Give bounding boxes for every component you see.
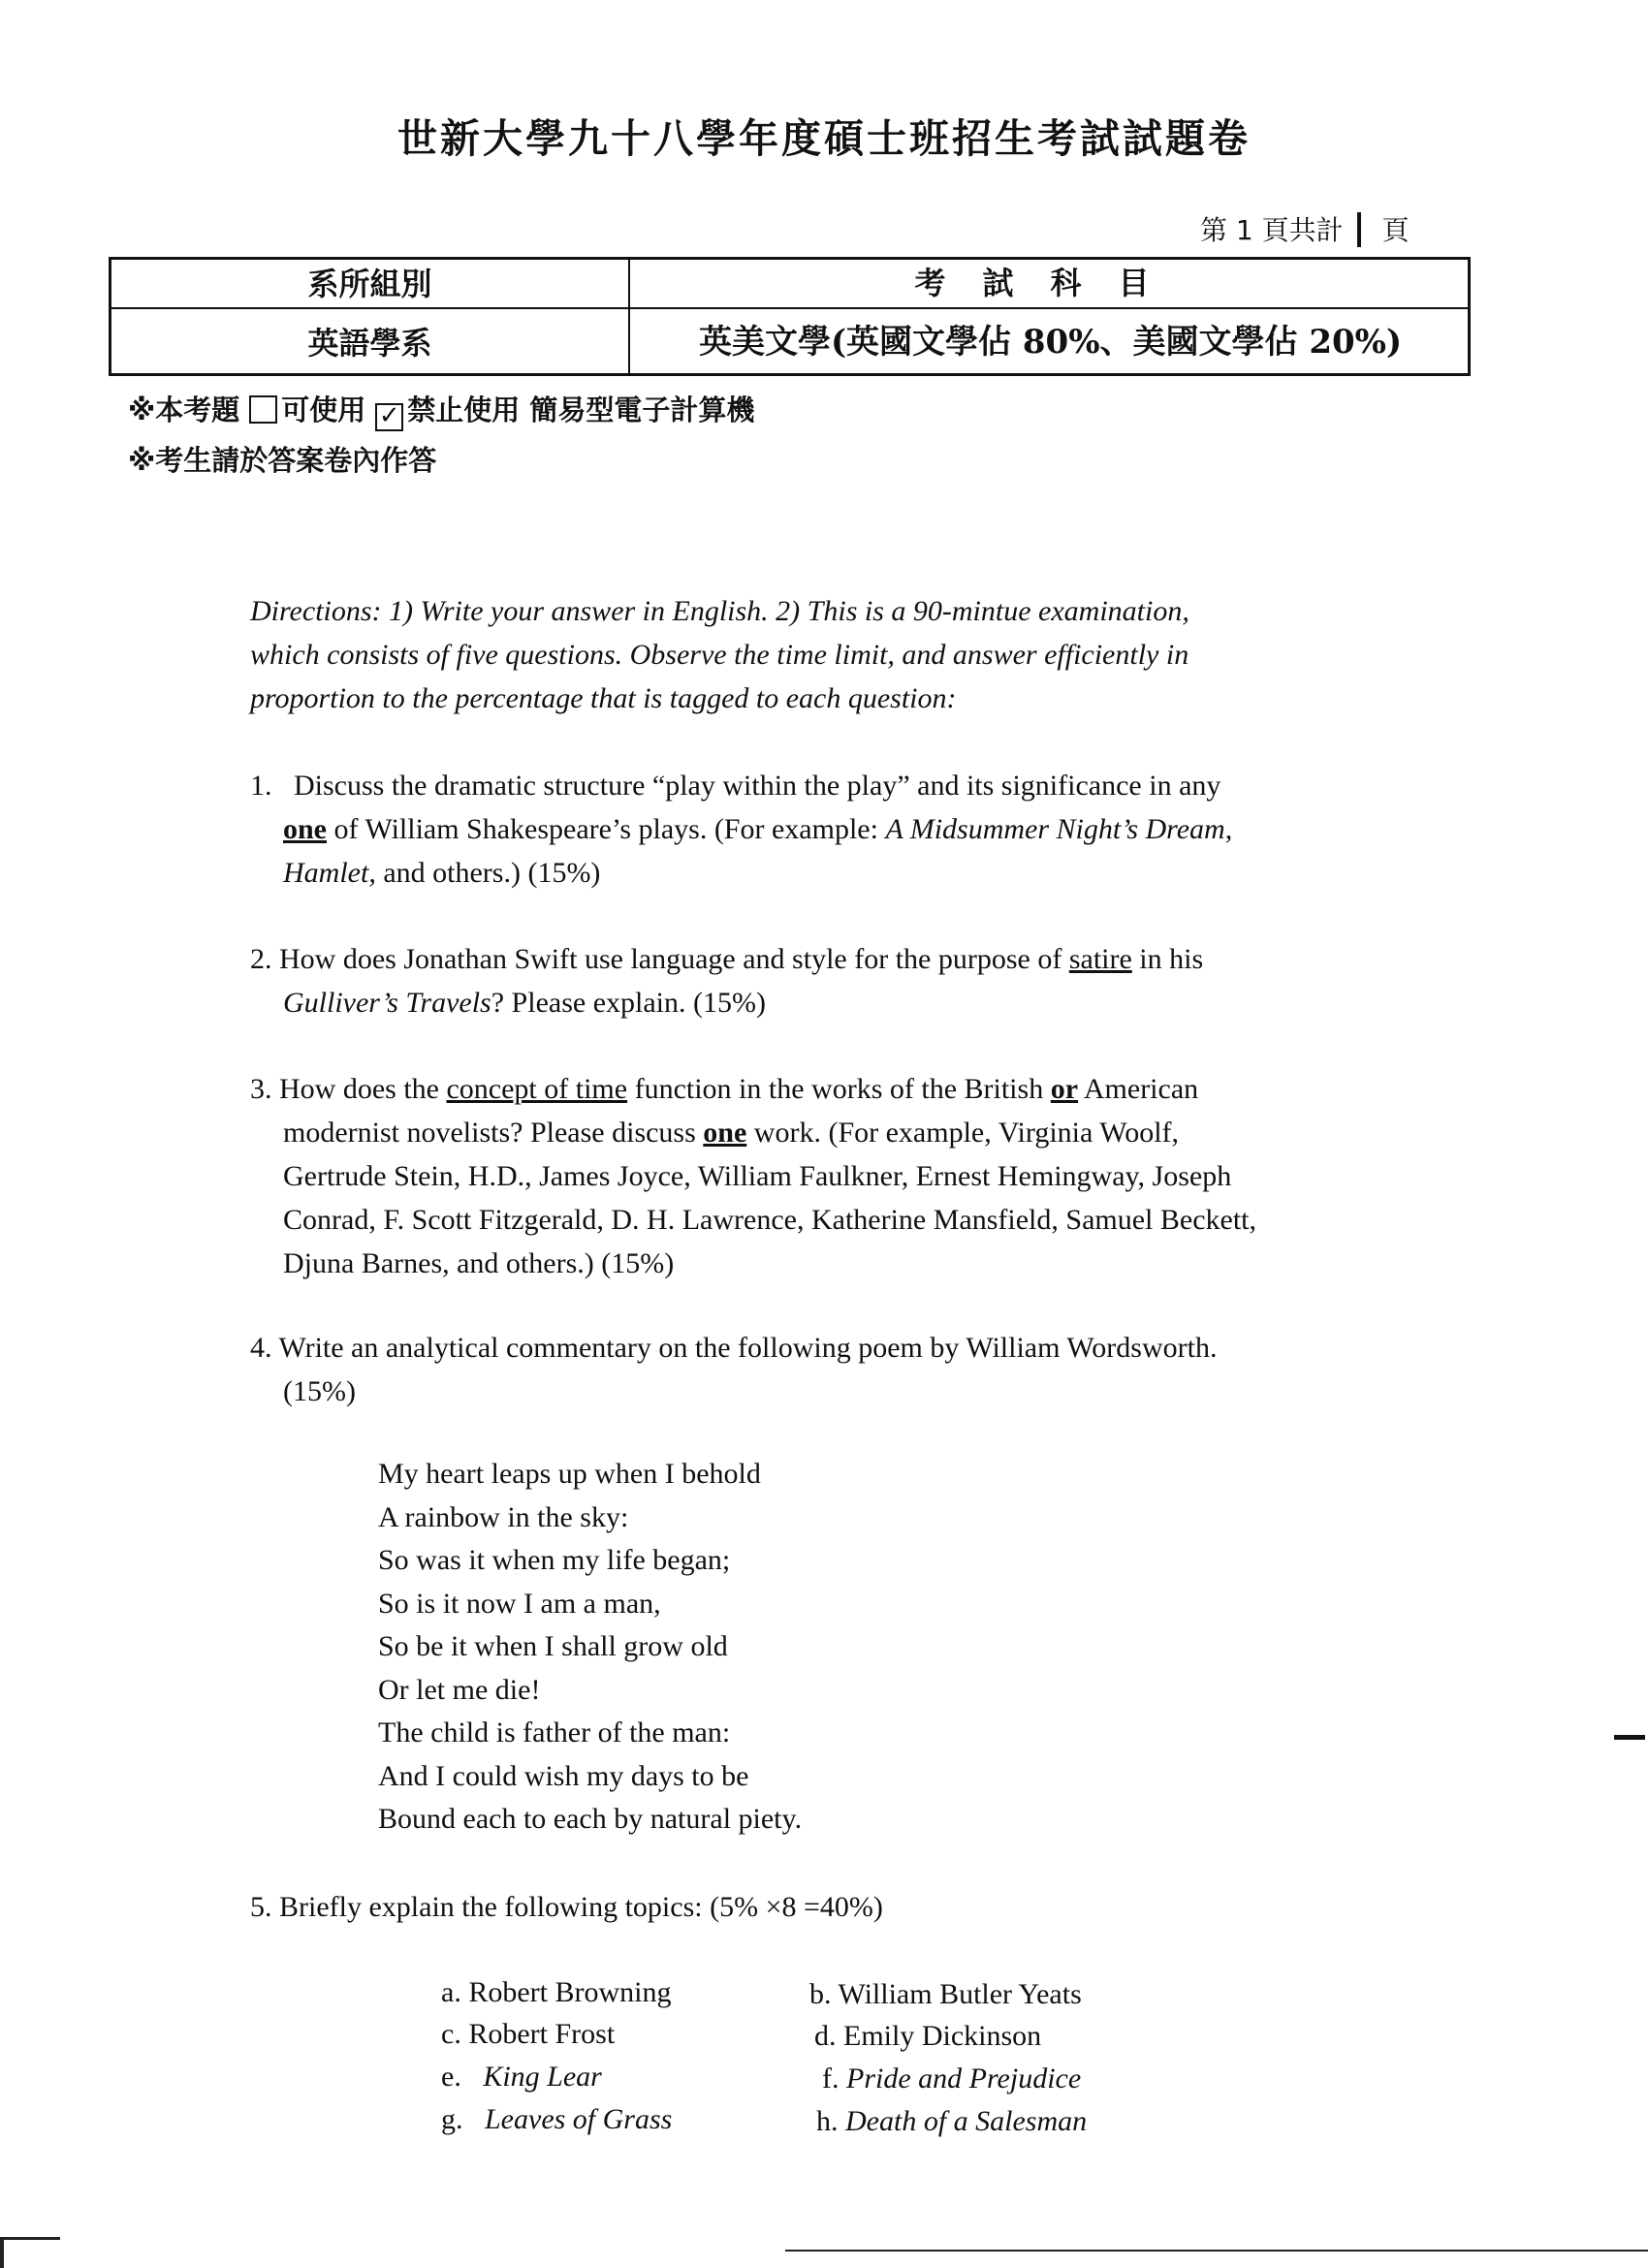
topic-item: b. William Butler Yeats (809, 1978, 1082, 2010)
question-text: Discuss the dramatic structure “play within the play” and its significance in any (294, 770, 1221, 802)
question-5 (250, 1885, 1375, 1929)
topic-item (822, 2058, 1081, 2100)
corner-mark (0, 2237, 60, 2240)
table-row-divider (111, 307, 1468, 309)
work-title: A Midsummer Night’s Dream, (885, 813, 1233, 845)
poem-line: A rainbow in the sky: (378, 1500, 629, 1533)
question-3 (250, 1067, 1375, 1285)
calc-note-suffix: 簡易型電子計算機 (529, 394, 755, 426)
question-text: and others.) (15%) (375, 857, 601, 889)
question-text: 3. How does the (250, 1073, 447, 1105)
directions-line: proportion to the percentage that is tagged to each question: (250, 682, 957, 714)
poem-line: My heart leaps up when I behold (378, 1458, 761, 1490)
question-2 (250, 937, 1375, 1024)
emphasis-satire: satire (1068, 943, 1132, 975)
topic-item (441, 2056, 602, 2098)
scan-mark (1614, 1735, 1645, 1740)
emphasis-concept-of-time: concept of time (446, 1073, 628, 1105)
exam-title: 世新大學九十八學年度碩士班招生考試試題卷 (397, 115, 1251, 162)
poem-line: Bound each to each by natural piety. (378, 1803, 803, 1835)
calculator-note (128, 389, 754, 431)
question-text: Djuna Barnes, and others.) (15%) (283, 1247, 675, 1279)
directions-line: Directions: 1) Write your answer in English. 2) This is a 90-mintue examination, (250, 595, 1189, 627)
directions (250, 589, 1375, 720)
forbidden-checkbox (375, 403, 403, 431)
question-text: American (1078, 1073, 1199, 1105)
question-text: function in the works of the British (627, 1073, 1051, 1105)
topics-list (441, 1971, 1314, 2156)
topic-item: c. Robert Frost (441, 2018, 616, 2050)
question-4 (250, 1326, 1375, 1413)
topic-letter: h. (816, 2105, 839, 2137)
page-info-right: 頁 (1381, 214, 1410, 246)
subject-header: 考試科目 (914, 265, 1187, 301)
work-title: Leaves of Grass (485, 2103, 673, 2135)
topic-letter: f. (822, 2063, 840, 2095)
poem-line: Or let me die! (378, 1673, 541, 1706)
corner-mark (0, 2237, 4, 2268)
topic-item (816, 2100, 1087, 2143)
dept-value: 英語學系 (307, 325, 432, 362)
question-text: modernist novelists? Please discuss (283, 1117, 704, 1149)
check-mark-icon: ✓ (378, 401, 400, 430)
answer-note: ※考生請於答案卷內作答 (128, 444, 437, 477)
emphasis-one: one (703, 1117, 747, 1149)
question-text: 4. Write an analytical commentary on the following poem by William Wordsworth. (250, 1332, 1218, 1364)
question-text: Conrad, F. Scott Fitzgerald, D. H. Lawrence, Katherine Mansfield, Samuel Beckett, (283, 1204, 1256, 1236)
poem-line: So be it when I shall grow old (378, 1630, 728, 1662)
poem (378, 1453, 802, 1842)
question-1 (250, 764, 1375, 895)
allowed-label: 可使用 (281, 394, 366, 426)
calc-note-prefix: ※本考題 (128, 394, 240, 426)
question-text: ? Please explain. (15%) (491, 987, 766, 1019)
topic-item (441, 2098, 672, 2141)
question-text: 2. How does Jonathan Swift use language and style for the purpose of (250, 943, 1069, 975)
forbidden-label: 禁止使用 (407, 394, 521, 426)
topic-letter: e. (441, 2061, 461, 2093)
question-text: 5. Briefly explain the following topics: (5% ×8 =40%) (250, 1891, 883, 1923)
topic-letter: g. (441, 2103, 463, 2135)
question-text: work. (For example, Virginia Woolf, (746, 1117, 1180, 1149)
exam-info-table (109, 257, 1471, 376)
subject-value: 英美文學(英國文學佔 80%、美國文學佔 20%) (698, 323, 1403, 362)
dept-header: 系所組別 (307, 266, 432, 302)
poem-line: So was it when my life began; (378, 1544, 731, 1576)
question-text: of William Shakespeare’s plays. (For example: (327, 813, 886, 845)
poem-line: So is it now I am a man, (378, 1587, 661, 1620)
work-title: Death of a Salesman (845, 2105, 1088, 2137)
topic-item: d. Emily Dickinson (814, 2020, 1042, 2052)
allowed-checkbox (249, 395, 277, 424)
topic-item: a. Robert Browning (441, 1976, 672, 2008)
question-text: (15%) (283, 1375, 356, 1407)
page-count-mark (1357, 212, 1361, 247)
work-title: Gulliver’s Travels (283, 987, 491, 1019)
work-title: King Lear (483, 2061, 602, 2093)
page-info (1200, 209, 1410, 248)
question-text: Gertrude Stein, H.D., James Joyce, William Faulkner, Ernest Hemingway, Joseph (283, 1160, 1232, 1192)
poem-line: And I could wish my days to be (378, 1759, 749, 1792)
emphasis-or: or (1050, 1073, 1079, 1105)
bottom-rule (785, 2250, 1648, 2252)
directions-line: which consists of five questions. Observe the time limit, and answer efficiently in (250, 639, 1189, 671)
page-info-left: 第 1 頁共計 (1200, 214, 1344, 246)
work-title: Pride and Prejudice (846, 2063, 1082, 2095)
question-number: 1. (250, 770, 272, 802)
emphasis-one: one (283, 813, 327, 845)
work-title: Hamlet, (283, 857, 376, 889)
poem-line: The child is father of the man: (378, 1717, 731, 1748)
question-text: in his (1131, 943, 1204, 975)
